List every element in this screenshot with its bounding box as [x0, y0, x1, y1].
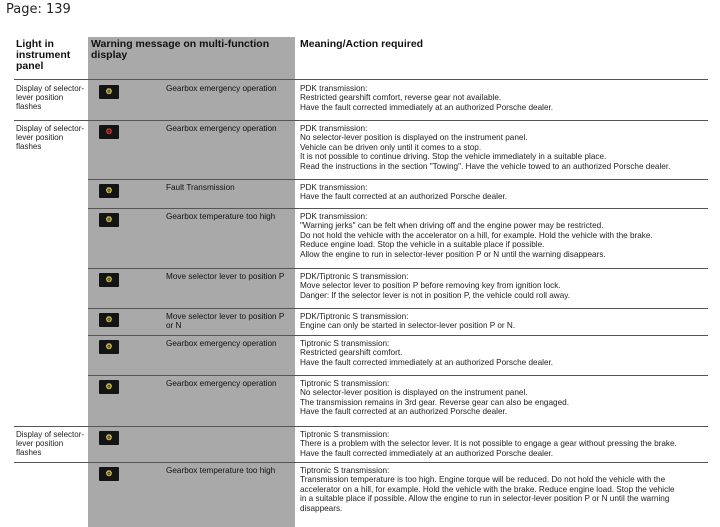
meaning-line: Read the instructions in the section "Towing". Have the vehicle towed to an authorized Porsche dealer.	[300, 161, 671, 171]
gear-warning-amber-icon: ⚙	[105, 469, 113, 478]
warning-message-text: Gearbox temperature too high	[166, 466, 276, 475]
meaning-line: It is not possible to continue driving. Stop the vehicle immediately in a suitable place.	[300, 152, 607, 162]
meaning-text	[300, 84, 710, 112]
meaning-line: accelerator on a hill, for example. Hold the vehicle with the brake. Reduce engine load. Stop the vehicle	[300, 484, 675, 494]
header-separator	[14, 79, 708, 80]
meaning-line: Tiptronic S transmission:	[300, 339, 390, 348]
display-icon-frame	[99, 184, 119, 198]
warning-message-text: Gearbox emergency operation	[166, 339, 277, 348]
header-warning: Warning message on multi-function display	[91, 38, 270, 61]
meaning-line: Tiptronic S transmission:	[300, 430, 390, 439]
display-icon-frame	[99, 340, 119, 354]
meaning-line: disappears.	[300, 503, 343, 513]
meaning-line: PDK transmission:	[300, 124, 368, 133]
header-meaning: Meaning/Action required	[300, 38, 424, 50]
gear-warning-amber-icon: ⚙	[105, 275, 113, 284]
meaning-text	[300, 339, 710, 367]
row-separator	[14, 462, 708, 463]
display-icon-frame	[99, 431, 119, 445]
display-icon-frame	[99, 273, 119, 287]
display-icon-frame	[99, 85, 119, 99]
meaning-line: Move selector lever to position P before removing key from ignition lock.	[300, 281, 561, 291]
row-separator	[14, 426, 708, 427]
warning-message-text: Fault Transmission	[166, 183, 235, 192]
row-separator	[88, 268, 708, 269]
meaning-line: Tiptronic S transmission:	[300, 466, 390, 475]
meaning-text	[300, 212, 710, 259]
row-separator	[88, 335, 708, 336]
page-number: Page: 139	[6, 2, 71, 17]
meaning-line: Have the fault corrected at an authorized Porsche dealer.	[300, 192, 508, 202]
row-separator	[88, 375, 708, 376]
warning-message-text: Gearbox emergency operation	[166, 84, 277, 93]
meaning-text	[300, 379, 710, 417]
meaning-line: PDK/Tiptronic S transmission:	[300, 272, 409, 281]
meaning-line: Have the fault corrected immediately at an authorized Porsche dealer.	[300, 448, 554, 458]
meaning-line: The transmission remains in 3rd gear. Reverse gear can also be engaged.	[300, 397, 569, 407]
gear-warning-amber-icon: ⚙	[105, 382, 113, 391]
gear-warning-amber-icon: ⚙	[105, 315, 113, 324]
row-separator	[88, 179, 708, 180]
light-indicator-text: Display of selector-lever position flashes	[16, 124, 85, 152]
meaning-text	[300, 124, 710, 171]
meaning-text	[300, 312, 710, 331]
meaning-line: Restricted gearshift comfort.	[300, 348, 403, 358]
display-icon-frame	[99, 125, 119, 139]
display-icon-frame	[99, 213, 119, 227]
meaning-line: "Warning jerks" can be felt when driving off and the engine power may be restricted.	[300, 221, 604, 231]
meaning-line: Restricted gearshift comfort, reverse gear not available.	[300, 93, 502, 103]
gear-warning-amber-icon: ⚙	[105, 215, 113, 224]
row-separator	[14, 120, 708, 121]
meaning-text	[300, 430, 710, 458]
meaning-text	[300, 466, 710, 513]
meaning-line: Have the fault corrected at an authorized Porsche dealer.	[300, 407, 508, 417]
display-icon-frame	[99, 467, 119, 481]
meaning-line: There is a problem with the selector lever. It is not possible to engage a gear without pressing the brake.	[300, 439, 677, 449]
meaning-line: No selector-lever position is displayed on the instrument panel.	[300, 388, 528, 398]
warning-message-text: Gearbox emergency operation	[166, 379, 277, 388]
meaning-line: PDK transmission:	[300, 183, 368, 192]
meaning-line: Vehicle can be driven only until it comes to a stop.	[300, 142, 482, 152]
warning-column-background	[88, 37, 295, 527]
gear-warning-red-icon: ⚙	[105, 127, 113, 136]
meaning-line: PDK transmission:	[300, 84, 368, 93]
warning-message-text: Move selector lever to position P	[166, 272, 285, 281]
meaning-line: Reduce engine load. Stop the vehicle in a suitable place if possible.	[300, 240, 545, 250]
meaning-line: Transmission temperature is too high. Engine torque will be reduced. Do not hold the vehicle with the	[300, 475, 666, 485]
meaning-text	[300, 272, 710, 300]
meaning-line: Have the fault corrected immediately at an authorized Porsche dealer.	[300, 357, 554, 367]
meaning-line: Allow the engine to run in selector-lever position P or N until the warning disappears.	[300, 249, 606, 259]
meaning-line: No selector-lever position is displayed on the instrument panel.	[300, 133, 528, 143]
meaning-line: Tiptronic S transmission:	[300, 379, 390, 388]
gear-warning-amber-icon: ⚙	[105, 433, 113, 442]
row-separator	[88, 208, 708, 209]
row-separator	[88, 308, 708, 309]
gear-warning-amber-icon: ⚙	[105, 87, 113, 96]
meaning-line: Have the fault corrected immediately at an authorized Porsche dealer.	[300, 102, 554, 112]
meaning-line: in a suitable place if possible. Allow the engine to run in selector-lever position P or N until the warning	[300, 494, 670, 504]
display-icon-frame	[99, 313, 119, 327]
meaning-text	[300, 183, 710, 202]
warning-message-text: Gearbox emergency operation	[166, 124, 277, 133]
light-indicator-text: Display of selector-lever position flashes	[16, 84, 85, 112]
light-indicator-text: Display of selector-lever position flashes	[16, 430, 85, 458]
meaning-line: PDK transmission:	[300, 212, 368, 221]
meaning-line: PDK/Tiptronic S transmission:	[300, 312, 409, 321]
meaning-line: Danger: If the selector lever is not in position P, the vehicle could roll away.	[300, 290, 571, 300]
meaning-line: Engine can only be started in selector-lever position P or N.	[300, 321, 516, 331]
header-light: Light in instrument panel	[16, 38, 71, 72]
warning-message-text: Move selector lever to position P or N	[166, 312, 285, 331]
gear-warning-amber-icon: ⚙	[105, 186, 113, 195]
meaning-line: Do not hold the vehicle with the accelerator on a hill, for example. Hold the vehicle with the brake.	[300, 230, 653, 240]
warning-message-text: Gearbox temperature too high	[166, 212, 276, 221]
display-icon-frame	[99, 380, 119, 394]
gear-warning-amber-icon: ⚙	[105, 342, 113, 351]
